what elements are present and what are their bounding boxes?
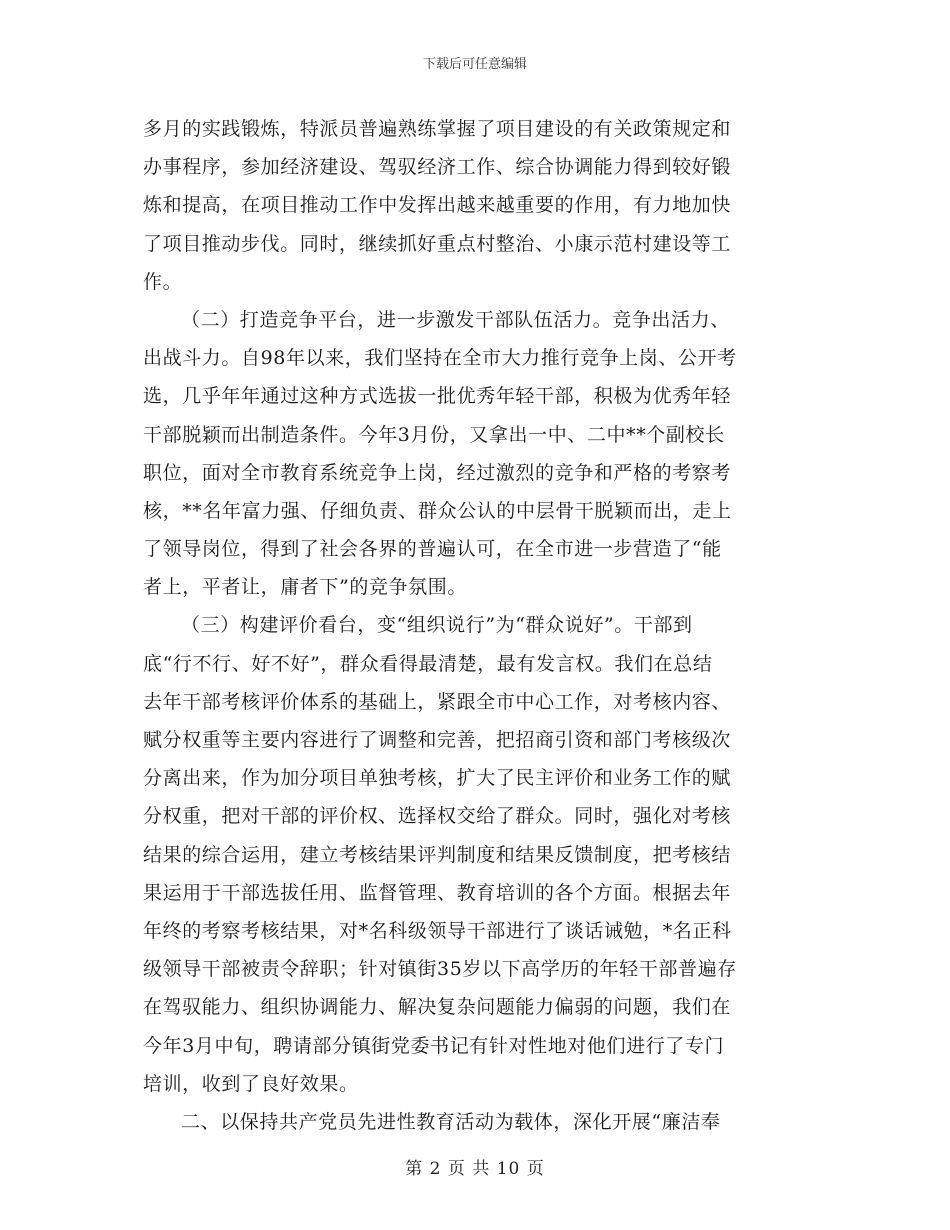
text-line: 今年3月中旬，聘请部分镇街党委书记有针对性地对他们进行了专门 [143, 1034, 725, 1057]
text-line: 选，几乎年年通过这种方式选拔一批优秀年轻干部，积极为优秀年轻 [143, 385, 732, 408]
text-line: 年终的考察考核结果，对*名科级领导干部进行了谈话诫勉，*名正科 [143, 919, 732, 942]
page-header: 下载后可任意编辑 [422, 57, 527, 72]
text-line: 级领导干部被责令辞职；针对镇街35岁以下高学历的年轻干部普遍存 [143, 958, 737, 981]
text-line: 二、以保持共产党员先进性教育活动为载体，深化开展“廉洁奉 [181, 1110, 721, 1133]
text-line: 核，**名年富力强、仔细负责、群众公认的中层骨干脱颖而出，走上 [143, 499, 732, 522]
text-line: 果运用于干部选拔任用、监督管理、教育培训的各个方面。根据去年 [143, 881, 732, 904]
text-line: 结果的综合运用，建立考核结果评判制度和结果反馈制度，把考核结 [143, 843, 732, 866]
text-line: 分离出来，作为加分项目单独考核，扩大了民主评价和业务工作的赋 [143, 767, 732, 790]
text-line: 了项目推动步伐。同时，继续抓好重点村整治、小康示范村建设等工 [143, 232, 732, 255]
text-line: 作。 [143, 270, 183, 293]
text-line: 出战斗力。自98年以来，我们坚持在全市大力推行竞争上岗、公开考 [143, 347, 737, 370]
page-footer: 第 2 页 共 10 页 [405, 1159, 545, 1179]
text-line: 多月的实践锻炼，特派员普遍熟练掌握了项目建设的有关政策规定和 [143, 118, 732, 140]
text-line: 者上，平者让，庸者下”的竞争氛围。 [143, 576, 467, 599]
text-line: 培训，收到了良好效果。 [143, 1072, 359, 1095]
text-line: 去年干部考核评价体系的基础上，紧跟全市中心工作，对考核内容、 [143, 690, 732, 713]
text-line: 职位，面对全市教育系统竞争上岗，经过激烈的竞争和严格的考察考 [143, 461, 732, 484]
text-line: 炼和提高，在项目推动工作中发挥出越来越重要的作用，有力地加快 [143, 194, 732, 217]
text-line: （二）打造竞争平台，进一步激发干部队伍活力。竞争出活力、 [181, 308, 730, 331]
text-line: （三）构建评价看台，变“组织说行”为“群众说好”。干部到 [181, 614, 693, 637]
text-line: 底“行不行、好不好”，群众看得最清楚，最有发言权。我们在总结 [143, 652, 713, 675]
text-line: 了领导岗位，得到了社会各界的普遍认可，在全市进一步营造了“能 [143, 538, 722, 561]
text-line: 在驾驭能力、组织协调能力、解决复杂问题能力偏弱的问题，我们在 [143, 996, 732, 1019]
text-line: 赋分权重等主要内容进行了调整和完善，把招商引资和部门考核级次 [143, 729, 732, 751]
text-line: 分权重，把对干部的评价权、选择权交给了群众。同时，强化对考核 [143, 805, 732, 828]
text-line: 办事程序，参加经济建设、驾驭经济工作、综合协调能力得到较好锻 [143, 156, 732, 179]
text-line: 干部脱颖而出制造条件。今年3月份，又拿出一中、二中**个副校长 [143, 423, 725, 446]
document-body [143, 110, 803, 1141]
